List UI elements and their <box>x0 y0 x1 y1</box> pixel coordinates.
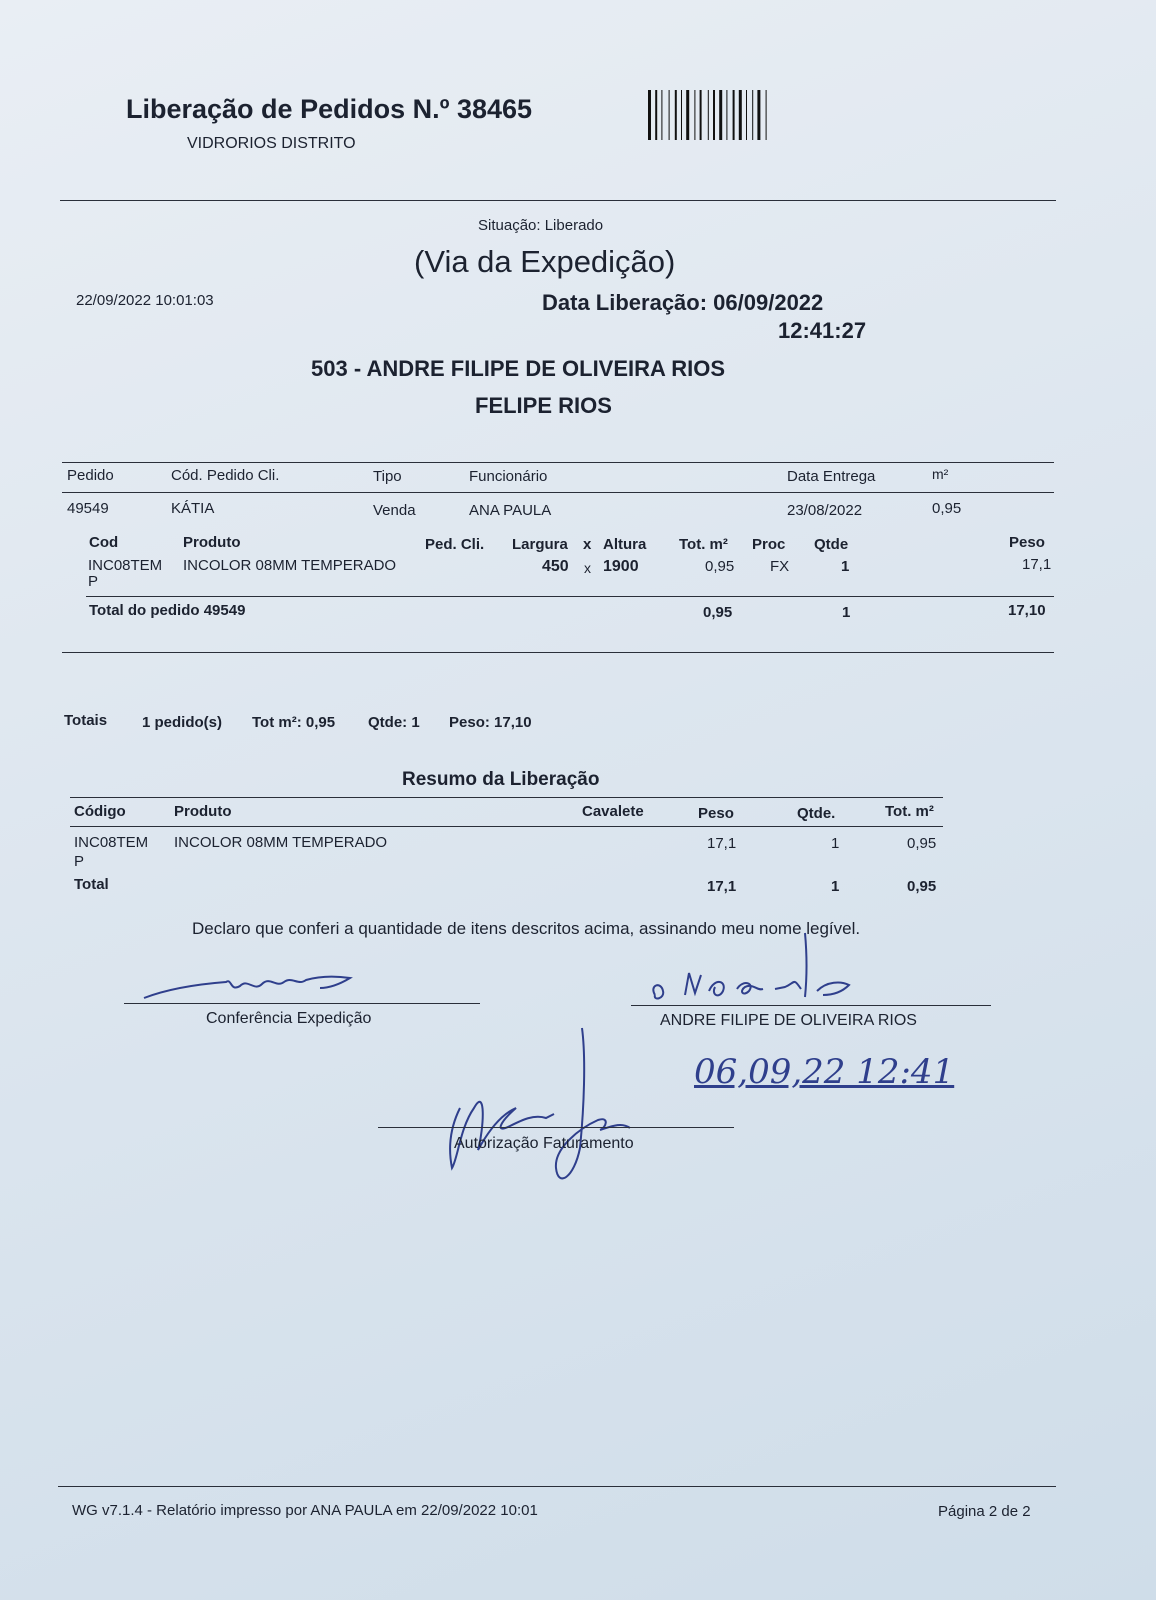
barcode-bar <box>746 90 747 140</box>
barcode-bar <box>708 90 709 140</box>
totals-peso: Peso: 17,10 <box>449 714 532 731</box>
col-header-pedido: Pedido <box>67 467 114 484</box>
barcode-bar <box>700 90 702 140</box>
barcode-bar <box>766 90 767 140</box>
client-name: 503 - ANDRE FILIPE DE OLIVEIRA RIOS <box>311 356 725 381</box>
signature-line <box>378 1127 734 1128</box>
summary-peso: 17,1 <box>707 835 737 852</box>
item-header-cod: Cod <box>89 534 119 551</box>
barcode-bar <box>681 90 682 140</box>
item-header-qtde: Qtde <box>814 536 849 553</box>
release-date: Data Liberação: 06/09/2022 <box>542 290 824 315</box>
summary-title: Resumo da Liberação <box>402 769 600 790</box>
item-header-produto: Produto <box>183 534 241 551</box>
item-qtde: 1 <box>841 558 850 575</box>
item-largura: 450 <box>542 558 569 575</box>
status-text: Situação: Liberado <box>478 217 604 234</box>
order-total-peso: 17,10 <box>1008 602 1046 619</box>
divider <box>62 652 1054 653</box>
divider <box>62 462 1054 463</box>
barcode-bar <box>694 90 695 140</box>
order-total-qtde: 1 <box>842 604 851 621</box>
barcode-bar <box>719 90 722 140</box>
declaration-text: Declaro que conferi a quantidade de itens descritos acima, assinando meu nome legível. <box>192 919 861 938</box>
barcode-bar <box>757 90 760 140</box>
release-time: 12:41:27 <box>778 318 867 343</box>
barcode-bar <box>655 90 657 140</box>
barcode-bar <box>669 90 670 140</box>
summary-total-tot-m2: 0,95 <box>907 878 937 895</box>
summary-total-peso: 17,1 <box>707 878 737 895</box>
handwritten-date: 06,09,22 12:41 <box>694 1052 955 1092</box>
autorizacao-label: Autorização Faturamento <box>454 1135 634 1152</box>
summary-produto: INCOLOR 08MM TEMPERADO <box>174 834 388 851</box>
item-header-altura: Altura <box>603 536 647 553</box>
barcode-bar <box>661 90 662 140</box>
item-header-ped-cli: Ped. Cli. <box>425 536 485 553</box>
order-total-m2: 0,95 <box>703 604 733 621</box>
summary-header-produto: Produto <box>174 803 232 820</box>
item-tot-m2: 0,95 <box>705 558 735 575</box>
divider <box>60 200 1056 201</box>
item-x: x <box>584 560 591 576</box>
summary-header-tot-m2: Tot. m² <box>885 803 934 820</box>
footer-report-info: WG v7.1.4 - Relatório impresso por ANA PAULA em 22/09/2022 10:01 <box>72 1502 538 1519</box>
totals-m2: Tot m²: 0,95 <box>252 714 336 731</box>
order-number: 49549 <box>67 500 109 517</box>
order-type: Venda <box>373 502 416 519</box>
barcode-bar <box>648 90 651 140</box>
barcode-bar <box>752 90 753 140</box>
summary-codigo: INC08TEM <box>74 834 149 851</box>
totals-pedidos: 1 pedido(s) <box>142 714 223 731</box>
summary-tot-m2: 0,95 <box>907 835 937 852</box>
order-employee: ANA PAULA <box>469 502 552 519</box>
divider <box>70 826 943 827</box>
barcode-bar <box>733 90 735 140</box>
printed-datetime: 22/09/2022 10:01:03 <box>76 292 214 309</box>
divider <box>70 797 943 798</box>
item-header-largura: Largura <box>512 536 568 553</box>
col-header-tipo: Tipo <box>373 468 402 485</box>
order-client-code: KÁTIA <box>171 500 215 517</box>
client-signature <box>645 925 875 1010</box>
client-signature-label: ANDRE FILIPE DE OLIVEIRA RIOS <box>660 1012 917 1029</box>
divider <box>62 492 1054 493</box>
conferencia-signature <box>130 958 370 1008</box>
item-cod: INC08TEM <box>88 557 163 574</box>
col-header-funcionario: Funcionário <box>469 468 548 485</box>
company-name: VIDRORIOS DISTRITO <box>187 135 356 152</box>
via-label: (Via da Expedição) <box>414 244 676 279</box>
barcode-bar <box>686 90 689 140</box>
col-header-data-entrega: Data Entrega <box>787 468 876 485</box>
barcode-bar <box>726 90 727 140</box>
order-delivery-date: 23/08/2022 <box>787 502 863 519</box>
barcode-bar <box>739 90 742 140</box>
col-header-cod-pedido-cli: Cód. Pedido Cli. <box>171 467 280 484</box>
client-alias: FELIPE RIOS <box>475 393 612 418</box>
divider <box>86 596 1054 597</box>
barcode-icon <box>648 90 826 142</box>
autorizacao-signature <box>430 1018 660 1188</box>
barcode-bar <box>713 90 715 140</box>
order-m2: 0,95 <box>932 500 962 517</box>
totals-label: Totais <box>64 712 108 729</box>
summary-codigo-continued: P <box>74 853 85 870</box>
footer-divider <box>58 1486 1056 1487</box>
summary-header-codigo: Código <box>74 803 126 820</box>
item-altura: 1900 <box>603 558 639 575</box>
signature-line <box>124 1003 480 1004</box>
summary-header-cavalete: Cavalete <box>582 803 644 820</box>
summary-total-label: Total <box>74 876 109 893</box>
item-cod-continued: P <box>88 573 99 590</box>
item-header-peso: Peso <box>1009 534 1045 551</box>
page-number: Página 2 de 2 <box>938 1503 1031 1520</box>
summary-header-qtde: Qtde. <box>797 805 836 822</box>
summary-qtde: 1 <box>831 835 840 852</box>
item-peso: 17,1 <box>1022 556 1052 573</box>
item-proc: FX <box>770 558 790 575</box>
item-header-tot-m2: Tot. m² <box>679 536 728 553</box>
totals-qtde: Qtde: 1 <box>368 714 420 731</box>
barcode-bar <box>675 90 677 140</box>
document-title: Liberação de Pedidos N.º 38465 <box>126 94 533 124</box>
summary-header-peso: Peso <box>698 805 734 822</box>
item-header-x: x <box>583 536 592 553</box>
signature-line <box>631 1005 991 1006</box>
order-total-label: Total do pedido 49549 <box>89 602 246 619</box>
col-header-m2: m² <box>932 466 949 482</box>
item-header-proc: Proc <box>752 536 786 553</box>
conferencia-label: Conferência Expedição <box>206 1010 372 1027</box>
item-produto: INCOLOR 08MM TEMPERADO <box>183 557 397 574</box>
summary-total-qtde: 1 <box>831 878 840 895</box>
